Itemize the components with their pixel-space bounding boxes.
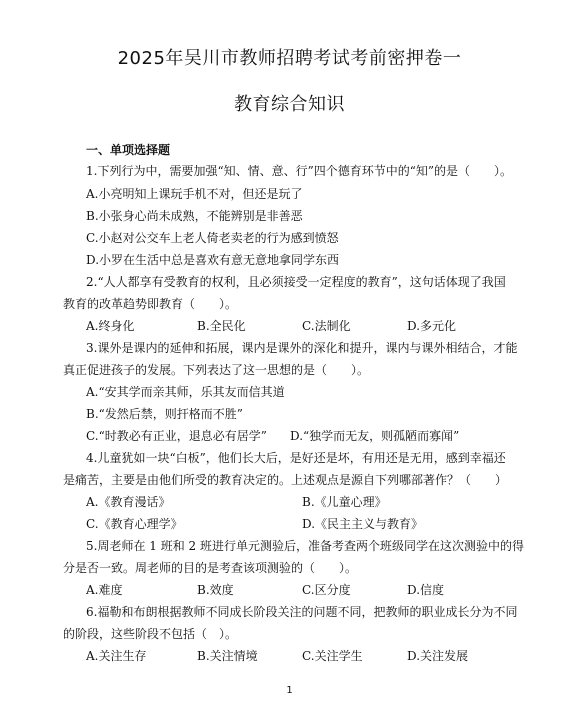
question-5-option-b: B.效度 bbox=[197, 583, 234, 597]
question-2-option-d: D.多元化 bbox=[407, 319, 457, 333]
question-5-option-c: C.区分度 bbox=[302, 583, 351, 597]
question-6-option-c: C.关注学生 bbox=[302, 649, 363, 663]
question-3-option-a: A.“安其学而亲其师，乐其友而信其道 bbox=[86, 385, 285, 399]
exam-title: 2025年吴川市教师招聘考试考前密押卷一 bbox=[117, 48, 462, 69]
question-3-option-c: C.“时教必有正业，退息必有居学” bbox=[86, 429, 267, 443]
question-1-option-c: C.小赵对公交车上老人倚老卖老的行为感到愤怒 bbox=[86, 231, 339, 245]
question-2-stem-line-2: 教育的改革趋势即教育（ ）。 bbox=[63, 297, 238, 311]
question-5-option-a: A.难度 bbox=[86, 583, 123, 597]
question-5-stem-line-2: 分是否一致。周老师的目的是考查该项测验的（ ）。 bbox=[63, 561, 358, 575]
question-2-stem-line-1: 2.“人人都享有受教育的权利，且必须接受一定程度的教育”，这句话体现了我国 bbox=[86, 275, 506, 289]
question-1-stem: 1.下列行为中，需要加强“知、情、意、行”四个德育环节中的“知”的是（ ）。 bbox=[86, 164, 512, 178]
question-3-option-b: B.“发然后禁，则扞格而不胜” bbox=[86, 407, 243, 421]
question-1-option-a: A.小亮明知上课玩手机不对，但还是玩了 bbox=[86, 187, 303, 201]
question-5-option-d: D.信度 bbox=[407, 583, 445, 597]
question-5-stem-line-1: 5.周老师在 1 班和 2 班进行单元测验后，准备考查两个班级同学在这次测验中的得 bbox=[86, 539, 524, 553]
question-4-stem-line-1: 4.儿童犹如一块“白板”，他们长大后，是好还是坏，有用还是无用，感到幸福还 bbox=[86, 451, 506, 465]
question-4-option-b: B.《儿童心理》 bbox=[302, 495, 387, 509]
question-4-option-d: D.《民主主义与教育》 bbox=[302, 517, 424, 531]
question-6-option-a: A.关注生存 bbox=[86, 649, 147, 663]
question-6-option-d: D.关注发展 bbox=[407, 649, 469, 663]
question-6-stem-line-2: 的阶段，这些阶段不包括（ ）。 bbox=[63, 627, 238, 641]
question-2-option-b: B.全民化 bbox=[197, 319, 246, 333]
exam-subtitle: 教育综合知识 bbox=[234, 94, 345, 115]
section-title: 一、单项选择题 bbox=[86, 143, 171, 157]
question-2-option-a: A.终身化 bbox=[86, 319, 135, 333]
question-4-option-a: A.《教育漫话》 bbox=[86, 495, 171, 509]
question-6-option-b: B.关注情境 bbox=[197, 649, 258, 663]
question-4-option-c: C.《教育心理学》 bbox=[86, 517, 183, 531]
question-3-option-d: D.“独学而无友，则孤陋而寡闻” bbox=[290, 429, 460, 443]
question-4-stem-line-2: 是痛苦，主要是由他们所受的教育决定的。上述观点是源自下列哪部著作？（ ） bbox=[63, 473, 508, 487]
question-2-option-c: C.法制化 bbox=[302, 319, 351, 333]
page-number: 1 bbox=[286, 685, 293, 696]
question-3-stem-line-2: 真正促进孩子的发展。下列表达了这一思想的是（ ）。 bbox=[63, 363, 370, 377]
question-3-stem-line-1: 3.课外是课内的延伸和拓展，课内是课外的深化和提升，课内与课外相结合，才能 bbox=[86, 341, 518, 355]
question-1-option-b: B.小张身心尚未成熟，不能辨别是非善恶 bbox=[86, 209, 303, 223]
question-6-stem-line-1: 6.福勒和布朗根据教师不同成长阶段关注的问题不同，把教师的职业成长分为不同 bbox=[86, 605, 518, 619]
question-1-option-d: D.小罗在生活中总是喜欢有意无意地拿同学东西 bbox=[86, 253, 340, 267]
